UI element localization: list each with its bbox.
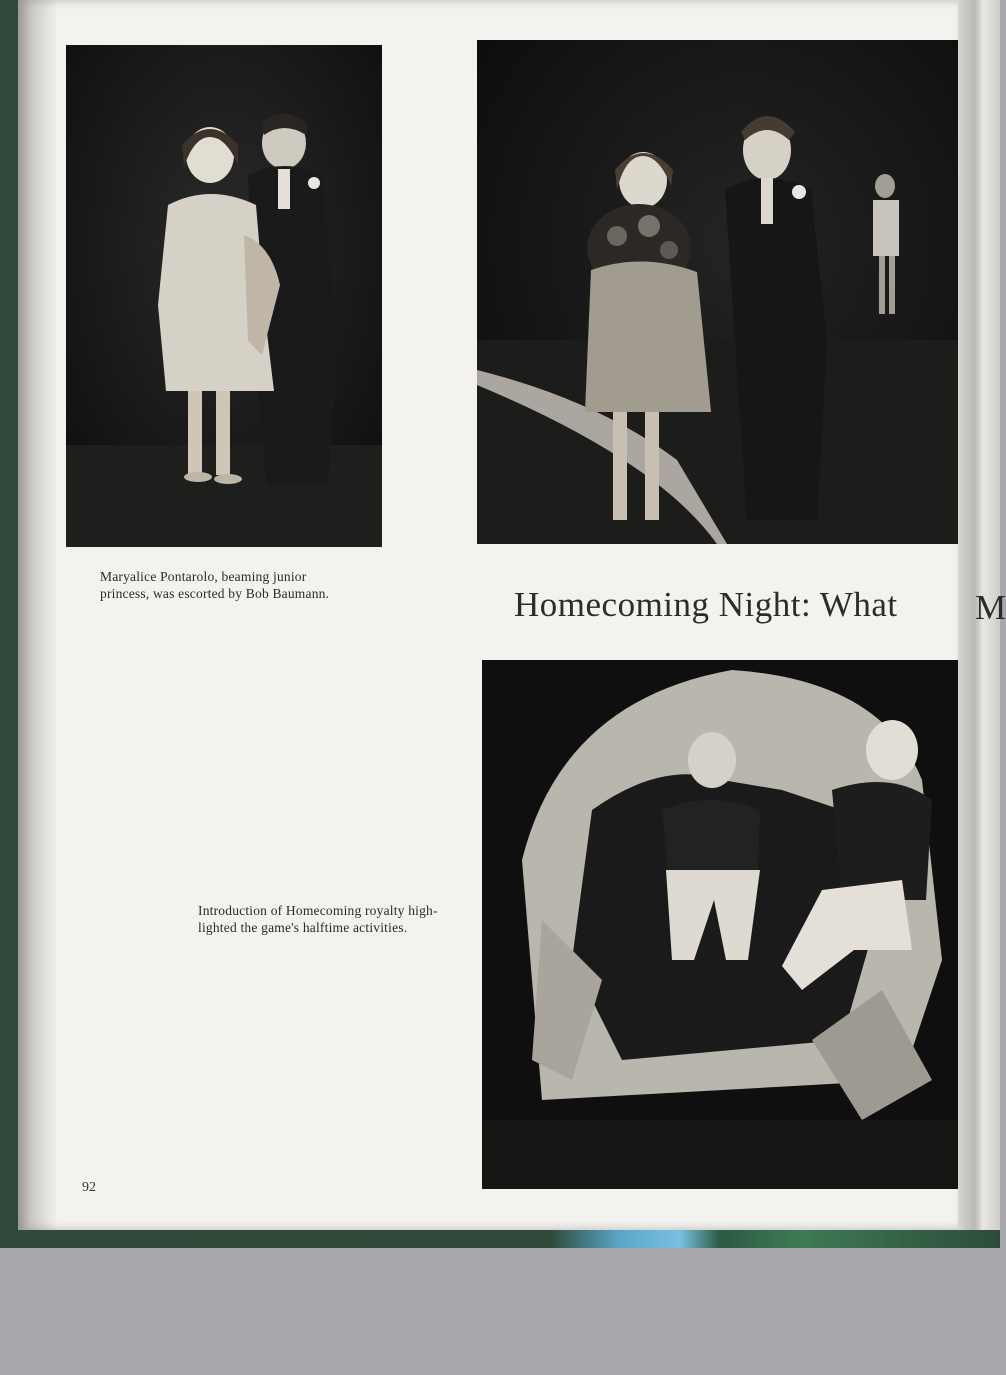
page-number: 92 <box>82 1180 96 1195</box>
princess-caption <box>100 568 400 602</box>
royalty-caption-line-1: Introduction of Homecoming royalty high- <box>198 903 438 918</box>
team-banner-photo-image <box>482 660 958 1189</box>
headline-continuation: M <box>975 588 1006 627</box>
royalty-caption-line-2: lighted the game's halftime activities. <box>198 920 408 935</box>
gutter-shadow <box>18 0 58 1230</box>
princess-photo-image <box>66 45 382 547</box>
queen-photo-image <box>477 40 958 544</box>
queen-photo <box>477 40 958 544</box>
team-banner-photo <box>482 660 958 1189</box>
royalty-caption <box>198 902 478 936</box>
princess-caption-line-1: Maryalice Pontarolo, beaming junior <box>100 569 307 584</box>
princess-photo <box>66 45 382 547</box>
page-headline: Homecoming Night: What <box>514 585 898 624</box>
scanner-background <box>0 1240 1000 1375</box>
princess-caption-line-2: princess, was escorted by Bob Baumann. <box>100 586 330 601</box>
